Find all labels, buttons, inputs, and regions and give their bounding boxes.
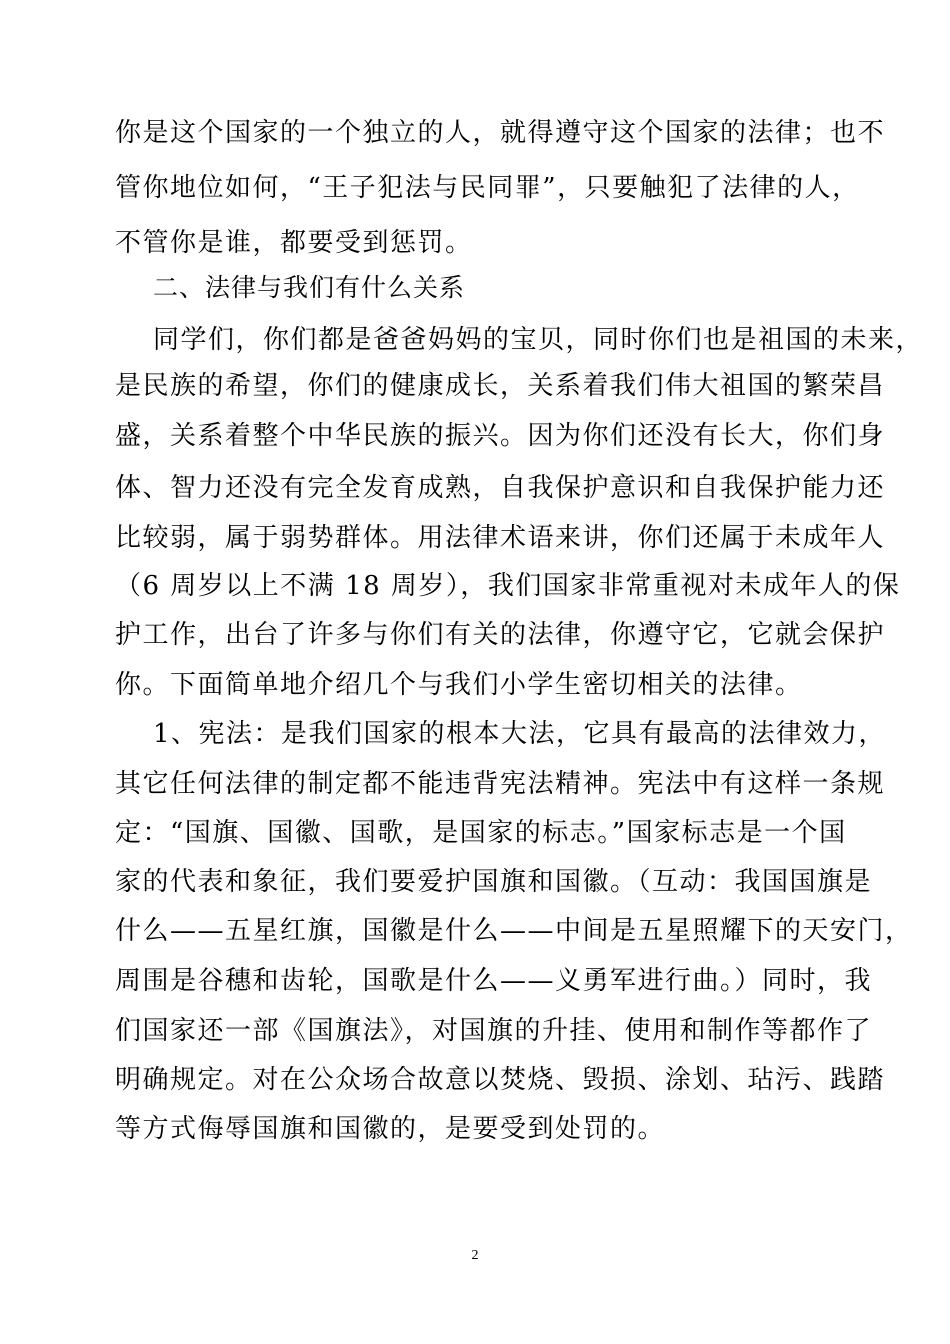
- paragraph-line: 周围是谷穗和齿轮，国歌是什么——义勇军进行曲。）同时，我: [115, 966, 873, 996]
- paragraph-line: 1、宪法：是我们国家的根本大法，它具有最高的法律效力，: [153, 719, 887, 749]
- paragraph-line: 什么——五星红旗，国徽是什么——中间是五星照耀下的天安门，: [115, 916, 913, 946]
- paragraph-line: 管你地位如何，“王子犯法与民同罪”，只要触犯了法律的人，: [115, 173, 860, 203]
- paragraph-line: 其它任何法律的制定都不能违背宪法精神。宪法中有这样一条规: [115, 769, 886, 799]
- paragraph-line: 同学们，你们都是爸爸妈妈的宝贝，同时你们也是祖国的未来，: [153, 325, 924, 355]
- paragraph-line: 是民族的希望，你们的健康成长，关系着我们伟大祖国的繁荣昌: [115, 371, 886, 401]
- paragraph-line: 家的代表和象征，我们要爱护国旗和国徽。（互动：我国国旗是: [115, 867, 873, 897]
- paragraph-line: 体、智力还没有完全发育成熟，自我保护意识和自我保护能力还: [115, 473, 886, 503]
- paragraph-line: 比较弱，属于弱势群体。用法律术语来讲，你们还属于未成年人: [115, 523, 886, 553]
- paragraph-line: 定：“国旗、国徽、国歌，是国家的标志。”国家标志是一个国: [115, 818, 847, 848]
- paragraph-line: 等方式侮辱国旗和国徽的，是要受到处罚的。: [115, 1114, 666, 1144]
- page-number: 2: [471, 1248, 479, 1263]
- paragraph-line: 盛，关系着整个中华民族的振兴。因为你们还没有长大，你们身: [115, 421, 886, 451]
- paragraph-line: 们国家还一部《国旗法》，对国旗的升挂、使用和制作等都作了: [115, 1016, 873, 1046]
- paragraph-line: 明确规定。对在公众场合故意以焚烧、毁损、涂划、玷污、践踏: [115, 1065, 886, 1095]
- paragraph-line: （6 周岁以上不满 18 周岁），我们国家非常重视对未成年人的保: [115, 571, 901, 601]
- section-heading: 二、法律与我们有什么关系: [153, 273, 466, 302]
- paragraph-line: 不管你是谁，都要受到惩罚。: [115, 228, 473, 258]
- paragraph-line: 你是这个国家的一个独立的人，就得遵守这个国家的法律；也不: [115, 118, 886, 148]
- paragraph-line: 你。下面简单地介绍几个与我们小学生密切相关的法律。: [115, 670, 803, 700]
- paragraph-line: 护工作，出台了许多与你们有关的法律，你遵守它，它就会保护: [115, 620, 886, 650]
